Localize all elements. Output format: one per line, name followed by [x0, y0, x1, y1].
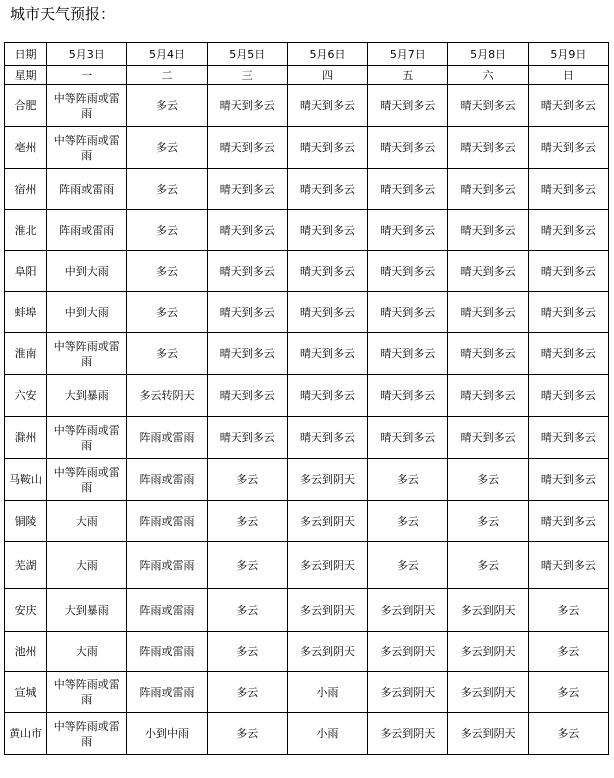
forecast-cell: 晴天到多云	[528, 127, 608, 169]
city-row	[5, 127, 609, 169]
forecast-cell: 晴天到多云	[207, 169, 287, 210]
forecast-cell: 晴天到多云	[368, 251, 448, 292]
forecast-cell: 多云	[448, 501, 528, 542]
forecast-cell: 多云到阴天	[368, 589, 448, 632]
city-name: 铜陵	[5, 501, 47, 542]
forecast-cell: 多云	[207, 713, 287, 755]
forecast-cell: 晴天到多云	[448, 333, 528, 375]
forecast-cell: 晴天到多云	[448, 417, 528, 459]
forecast-cell: 阵雨或雷雨	[127, 417, 207, 459]
forecast-cell: 阵雨或雷雨	[127, 501, 207, 542]
forecast-cell: 晴天到多云	[368, 85, 448, 127]
date-cell: 5月7日	[368, 43, 448, 66]
weekday-cell: 五	[368, 66, 448, 85]
date-cell: 5月8日	[448, 43, 528, 66]
forecast-cell: 晴天到多云	[528, 459, 608, 501]
forecast-cell: 阵雨或雷雨	[47, 210, 127, 251]
forecast-cell: 中等阵雨或雷雨	[47, 672, 127, 713]
forecast-cell: 晴天到多云	[368, 210, 448, 251]
date-cell: 5月5日	[207, 43, 287, 66]
date-cell: 5月6日	[287, 43, 367, 66]
forecast-cell: 多云到阴天	[448, 632, 528, 672]
forecast-cell: 晴天到多云	[368, 127, 448, 169]
forecast-cell: 晴天到多云	[528, 375, 608, 417]
city-name: 宣城	[5, 672, 47, 713]
forecast-cell: 多云到阴天	[368, 632, 448, 672]
forecast-cell: 晴天到多云	[207, 333, 287, 375]
weekday-cell: 日	[528, 66, 608, 85]
forecast-cell: 晴天到多云	[368, 169, 448, 210]
forecast-cell: 中等阵雨或雷雨	[47, 417, 127, 459]
forecast-cell: 多云	[127, 169, 207, 210]
weekday-header-label: 星期	[5, 66, 47, 85]
forecast-cell: 晴天到多云	[528, 542, 608, 589]
city-row	[5, 375, 609, 417]
city-row	[5, 672, 609, 713]
forecast-cell: 晴天到多云	[287, 333, 367, 375]
forecast-cell: 多云	[368, 501, 448, 542]
city-row	[5, 713, 609, 755]
forecast-cell: 晴天到多云	[528, 417, 608, 459]
forecast-cell: 晴天到多云	[368, 333, 448, 375]
forecast-cell: 中到大雨	[47, 251, 127, 292]
forecast-cell: 晴天到多云	[287, 292, 367, 333]
forecast-cell: 晴天到多云	[528, 210, 608, 251]
city-row	[5, 501, 609, 542]
forecast-cell: 多云	[448, 542, 528, 589]
date-header-label: 日期	[5, 43, 47, 66]
weekday-header-row	[5, 66, 609, 85]
forecast-cell: 小到中雨	[127, 713, 207, 755]
forecast-cell: 晴天到多云	[528, 251, 608, 292]
city-name: 阜阳	[5, 251, 47, 292]
city-row	[5, 333, 609, 375]
date-cell: 5月3日	[47, 43, 127, 66]
forecast-cell: 大雨	[47, 632, 127, 672]
forecast-cell: 多云转阴天	[127, 375, 207, 417]
page-title: 城市天气预报：	[10, 5, 116, 23]
forecast-cell: 多云	[127, 210, 207, 251]
forecast-cell: 多云到阴天	[448, 589, 528, 632]
forecast-cell: 多云	[127, 333, 207, 375]
weekday-cell: 三	[207, 66, 287, 85]
city-name: 马鞍山	[5, 459, 47, 501]
forecast-cell: 小雨	[287, 713, 367, 755]
city-name: 宿州	[5, 169, 47, 210]
city-row	[5, 251, 609, 292]
city-row	[5, 589, 609, 632]
city-name: 亳州	[5, 127, 47, 169]
forecast-cell: 多云到阴天	[448, 672, 528, 713]
forecast-cell: 阵雨或雷雨	[47, 169, 127, 210]
city-row	[5, 85, 609, 127]
forecast-cell: 阵雨或雷雨	[127, 589, 207, 632]
forecast-cell: 晴天到多云	[448, 169, 528, 210]
forecast-cell: 晴天到多云	[448, 251, 528, 292]
forecast-cell: 晴天到多云	[448, 292, 528, 333]
forecast-cell: 中到大雨	[47, 292, 127, 333]
forecast-cell: 晴天到多云	[368, 292, 448, 333]
forecast-cell: 多云	[528, 713, 608, 755]
forecast-cell: 晴天到多云	[287, 85, 367, 127]
city-row	[5, 292, 609, 333]
forecast-cell: 多云	[207, 542, 287, 589]
forecast-cell: 晴天到多云	[368, 375, 448, 417]
city-name: 安庆	[5, 589, 47, 632]
city-row	[5, 459, 609, 501]
forecast-cell: 小雨	[287, 672, 367, 713]
forecast-cell: 晴天到多云	[207, 85, 287, 127]
forecast-cell: 多云到阴天	[368, 713, 448, 755]
city-name: 黄山市	[5, 713, 47, 755]
forecast-cell: 晴天到多云	[528, 501, 608, 542]
forecast-cell: 多云	[127, 127, 207, 169]
city-row	[5, 632, 609, 672]
forecast-cell: 多云	[368, 459, 448, 501]
city-name: 合肥	[5, 85, 47, 127]
forecast-cell: 多云	[207, 632, 287, 672]
forecast-cell: 晴天到多云	[287, 375, 367, 417]
forecast-cell: 多云到阴天	[448, 713, 528, 755]
forecast-cell: 阵雨或雷雨	[127, 632, 207, 672]
city-row	[5, 169, 609, 210]
forecast-cell: 多云到阴天	[287, 589, 367, 632]
forecast-cell: 多云	[127, 292, 207, 333]
forecast-cell: 大雨	[47, 542, 127, 589]
forecast-cell: 晴天到多云	[528, 169, 608, 210]
forecast-cell: 多云到阴天	[287, 501, 367, 542]
city-name: 六安	[5, 375, 47, 417]
city-name: 池州	[5, 632, 47, 672]
forecast-cell: 晴天到多云	[207, 292, 287, 333]
forecast-cell: 晴天到多云	[528, 333, 608, 375]
forecast-cell: 晴天到多云	[287, 169, 367, 210]
forecast-cell: 中等阵雨或雷雨	[47, 85, 127, 127]
forecast-cell: 晴天到多云	[287, 417, 367, 459]
forecast-cell: 多云	[127, 251, 207, 292]
forecast-cell: 晴天到多云	[287, 127, 367, 169]
forecast-cell: 晴天到多云	[448, 375, 528, 417]
forecast-cell: 大雨	[47, 501, 127, 542]
forecast-cell: 晴天到多云	[207, 210, 287, 251]
forecast-cell: 晴天到多云	[448, 210, 528, 251]
forecast-cell: 多云	[528, 632, 608, 672]
forecast-cell: 晴天到多云	[207, 375, 287, 417]
weekday-cell: 一	[47, 66, 127, 85]
date-header-row	[5, 43, 609, 66]
forecast-cell: 晴天到多云	[528, 85, 608, 127]
forecast-cell: 大到暴雨	[47, 589, 127, 632]
forecast-cell: 多云到阴天	[287, 459, 367, 501]
forecast-table	[4, 42, 609, 755]
forecast-cell: 中等阵雨或雷雨	[47, 459, 127, 501]
forecast-cell: 中等阵雨或雷雨	[47, 127, 127, 169]
city-row	[5, 210, 609, 251]
forecast-cell: 多云到阴天	[287, 542, 367, 589]
weekday-cell: 四	[287, 66, 367, 85]
date-cell: 5月9日	[528, 43, 608, 66]
forecast-cell: 多云	[207, 672, 287, 713]
forecast-cell: 晴天到多云	[528, 292, 608, 333]
forecast-cell: 阵雨或雷雨	[127, 459, 207, 501]
forecast-cell: 多云	[368, 542, 448, 589]
city-row	[5, 542, 609, 589]
forecast-cell: 阵雨或雷雨	[127, 672, 207, 713]
weekday-cell: 二	[127, 66, 207, 85]
city-name: 滁州	[5, 417, 47, 459]
city-name: 芜湖	[5, 542, 47, 589]
date-cell: 5月4日	[127, 43, 207, 66]
forecast-cell: 多云	[528, 589, 608, 632]
forecast-cell: 多云到阴天	[368, 672, 448, 713]
forecast-cell: 晴天到多云	[207, 417, 287, 459]
city-name: 淮北	[5, 210, 47, 251]
forecast-cell: 中等阵雨或雷雨	[47, 333, 127, 375]
forecast-cell: 大到暴雨	[47, 375, 127, 417]
forecast-cell: 多云	[528, 672, 608, 713]
weekday-cell: 六	[448, 66, 528, 85]
forecast-cell: 阵雨或雷雨	[127, 542, 207, 589]
forecast-cell: 中等阵雨或雷雨	[47, 713, 127, 755]
forecast-cell: 多云	[448, 459, 528, 501]
forecast-cell: 晴天到多云	[207, 251, 287, 292]
forecast-cell: 多云	[207, 459, 287, 501]
forecast-cell: 晴天到多云	[448, 85, 528, 127]
city-name: 淮南	[5, 333, 47, 375]
forecast-cell: 晴天到多云	[448, 127, 528, 169]
forecast-cell: 晴天到多云	[287, 210, 367, 251]
forecast-cell: 多云	[207, 589, 287, 632]
city-name: 蚌埠	[5, 292, 47, 333]
city-row	[5, 417, 609, 459]
forecast-cell: 晴天到多云	[287, 251, 367, 292]
forecast-cell: 晴天到多云	[207, 127, 287, 169]
forecast-cell: 多云到阴天	[287, 632, 367, 672]
forecast-cell: 多云	[127, 85, 207, 127]
forecast-cell: 多云	[207, 501, 287, 542]
forecast-cell: 晴天到多云	[368, 417, 448, 459]
